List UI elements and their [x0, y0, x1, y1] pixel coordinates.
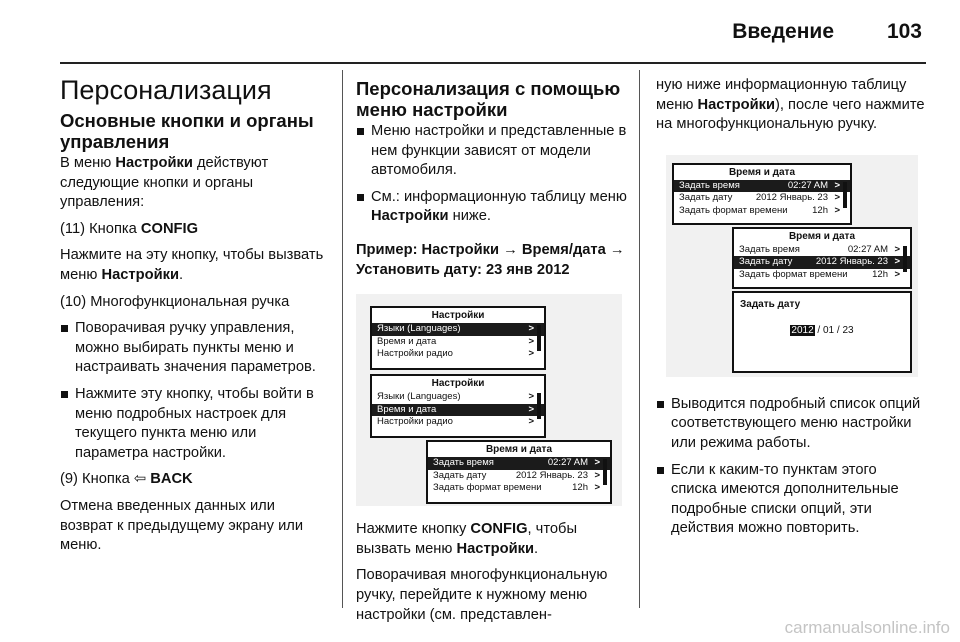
- subsection-title: Персонализация с помощью меню настройки: [356, 78, 621, 120]
- config-button-label: (11) Кнопка CONFIG: [60, 220, 199, 237]
- chevron-right-icon: >: [594, 482, 600, 494]
- left-column: [60, 70, 330, 563]
- menu-row: Задать дату 2012 Январь. 23 >: [433, 469, 600, 481]
- menu-row: Задать время 02:27 AM >: [428, 457, 610, 470]
- continued-paragraph: ную ниже информационную таблицу меню Настройки), после чего нажмите на многофункциональную ручку.: [656, 77, 925, 133]
- menu-row: Задать формат времени 12h >: [679, 204, 840, 216]
- knob-instruction: Поворачивая многофункциональную ручку, перейдите к нужному меню настройки (см. представлен-: [356, 567, 608, 623]
- menu-row: Задать формат времени 12h >: [433, 482, 600, 494]
- bullet-item: Поворачивая ручку управления, можно выбирать пункты меню и настраивать значения параметров.: [60, 319, 330, 378]
- bullet-item: Меню настройки и представленные в нем функции зависят от модели автомобиля.: [356, 122, 628, 181]
- scrollbar: [537, 393, 541, 419]
- date-value: 2012 / 01 / 23: [791, 324, 854, 336]
- chevron-right-icon: >: [834, 192, 840, 204]
- chevron-right-icon: >: [528, 335, 534, 347]
- time-date-screen: Время и дата Задать время 02:27 AM > Задать дату 2012 Январь. 23 > Задать формат времени 12h >: [732, 227, 912, 289]
- config-instruction: Нажмите кнопку CONFIG, чтобы вызвать меню Настройки.: [356, 521, 578, 557]
- chevron-right-icon: >: [528, 348, 534, 360]
- chevron-right-icon: >: [528, 391, 534, 403]
- scrollbar: [537, 325, 541, 351]
- knob-label: (10) Многофункциональная ручка: [60, 293, 290, 310]
- menu-row: Задать время 02:27 AM >: [739, 243, 900, 255]
- menu-row: Языки (Languages) >: [372, 323, 544, 336]
- menu-row: Задать формат времени 12h >: [739, 268, 900, 280]
- column-divider-2: [639, 70, 640, 608]
- chevron-right-icon: >: [834, 204, 840, 216]
- watermark: carmanualsonline.info: [784, 618, 950, 637]
- settings-menu-screen: Настройки Языки (Languages) > Время и дата > Настройки радио >: [370, 306, 546, 370]
- page-header: [60, 0, 926, 56]
- intro-paragraph: В меню Настройки действуют следующие кнопки и органы управления:: [60, 155, 269, 211]
- menu-row: Задать время 02:27 AM >: [674, 180, 850, 193]
- menu-screens-figure: [356, 294, 622, 506]
- scrollbar: [603, 459, 607, 485]
- date-screens-figure: [666, 155, 918, 377]
- subsection-title: Основные кнопки и органы управления: [60, 110, 314, 152]
- menu-row: Задать дату 2012 Январь. 23 >: [734, 256, 910, 269]
- column-divider-1: [342, 70, 343, 608]
- chapter-title: Введение: [732, 20, 834, 43]
- header-rule: [60, 62, 926, 64]
- time-date-screen: Время и дата Задать время 02:27 AM > Задать дату 2012 Январь. 23 > Задать формат времени 12h >: [426, 440, 612, 504]
- section-title: Персонализация: [60, 75, 272, 105]
- menu-row: Языки (Languages) >: [377, 391, 534, 403]
- menu-row: Задать дату 2012 Январь. 23 >: [679, 192, 840, 204]
- chevron-right-icon: >: [594, 469, 600, 481]
- back-description: Отмена введенных данных или возврат к предыдущему экрану или меню.: [60, 497, 304, 554]
- chevron-right-icon: >: [528, 323, 534, 335]
- back-button-label: (9) Кнопка ⇦ BACK: [60, 471, 193, 488]
- chevron-right-icon: >: [528, 403, 534, 415]
- config-description: Нажмите на эту кнопку, чтобы вызвать меню Настройки.: [60, 247, 324, 283]
- chevron-right-icon: >: [894, 243, 900, 255]
- chevron-right-icon: >: [528, 416, 534, 428]
- example-heading: Пример: Настройки → Время/дата → Установить дату: 23 янв 2012: [356, 241, 625, 278]
- bullet-item: См.: информационную таблицу меню Настройки ниже.: [356, 188, 628, 227]
- page-number: 103: [886, 20, 922, 43]
- chevron-right-icon: >: [894, 256, 900, 268]
- middle-column: [356, 70, 628, 632]
- menu-row: Настройки радио >: [377, 348, 534, 360]
- bullet-item: Выводится подробный список опций соответствующего меню настройки или режима работы.: [656, 395, 926, 454]
- time-date-screen: Время и дата Задать время 02:27 AM > Задать дату 2012 Январь. 23 > Задать формат времени 12h >: [672, 163, 852, 225]
- menu-row: Время и дата >: [372, 404, 544, 417]
- bullet-item: Если к каким-то пунктам этого списка имеются дополнительные подробные списки опций, эти действия можно повторить.: [656, 461, 926, 539]
- chevron-right-icon: >: [594, 457, 600, 469]
- menu-row: Настройки радио >: [377, 416, 534, 428]
- right-column: [656, 70, 926, 546]
- menu-row: Время и дата >: [377, 335, 534, 347]
- set-date-screen: Задать дату 2012 / 01 / 23: [732, 291, 912, 373]
- settings-menu-screen: Настройки Языки (Languages) > Время и дата > Настройки радио >: [370, 374, 546, 438]
- chevron-right-icon: >: [834, 179, 840, 191]
- chevron-right-icon: >: [894, 268, 900, 280]
- scrollbar: [843, 182, 847, 208]
- bullet-item: Нажмите эту кнопку, чтобы войти в меню подробных настроек для текущего пункта меню или параметра настройки.: [60, 385, 330, 463]
- back-arrow-icon: ⇦: [133, 471, 147, 488]
- scrollbar: [903, 246, 907, 272]
